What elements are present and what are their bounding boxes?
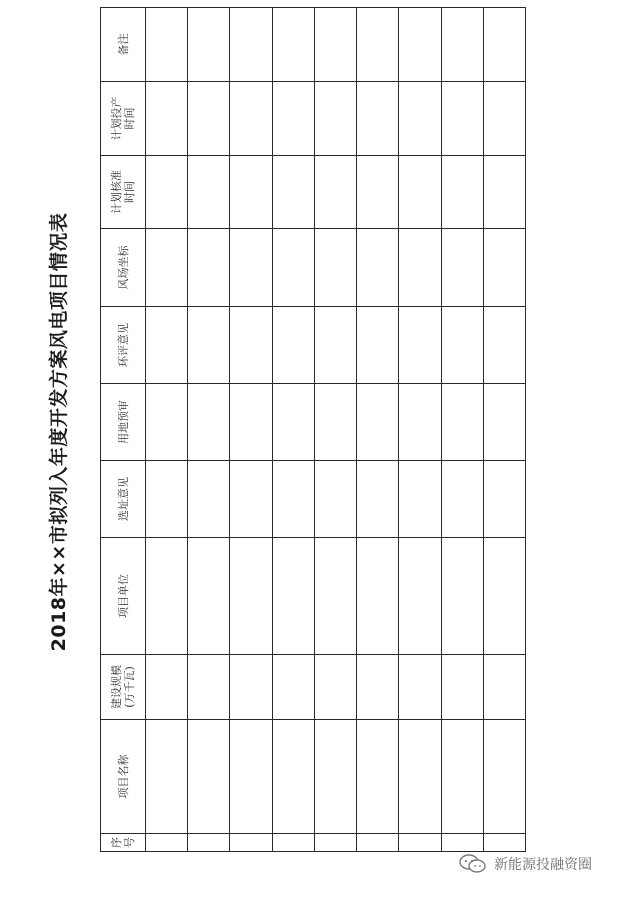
table-cell [146, 229, 188, 307]
table-cell [357, 8, 399, 82]
table-cell [357, 655, 399, 720]
document-title: 2018年××市拟列入年度开发方案风电项目情况表 [48, 212, 70, 652]
table-cell [483, 8, 525, 82]
project-table [100, 7, 526, 852]
header-invest [101, 82, 146, 156]
table-row [399, 8, 441, 852]
table-cell [146, 461, 188, 538]
table-cell [146, 156, 188, 229]
header-approve-line1: 计划核准 [110, 170, 123, 214]
table-cell [483, 461, 525, 538]
table-cell [188, 156, 230, 229]
table-cell [441, 461, 483, 538]
table-cell [272, 156, 314, 229]
table-cell [272, 82, 314, 156]
table-cell [230, 720, 272, 834]
table-cell [399, 720, 441, 834]
table-cell [483, 156, 525, 229]
table-cell [272, 655, 314, 720]
table-cell [146, 8, 188, 82]
table-cell [441, 307, 483, 384]
table-cell [483, 655, 525, 720]
table-cell [146, 82, 188, 156]
table-cell [188, 82, 230, 156]
table-cell [146, 834, 188, 852]
table-cell [146, 538, 188, 655]
table-cell [357, 461, 399, 538]
table-cell [188, 655, 230, 720]
table-cell [399, 384, 441, 461]
table-cell [314, 229, 356, 307]
table-cell [399, 655, 441, 720]
table-cell [441, 8, 483, 82]
table-cell [272, 720, 314, 834]
table-cell [188, 229, 230, 307]
table-cell [188, 538, 230, 655]
table-row [441, 8, 483, 852]
table-cell [357, 229, 399, 307]
table-cell [272, 8, 314, 82]
table-cell [314, 8, 356, 82]
table-cell [399, 229, 441, 307]
table-body [146, 8, 526, 852]
table-cell [230, 229, 272, 307]
table-cell [188, 461, 230, 538]
table-cell [314, 307, 356, 384]
table-cell [399, 8, 441, 82]
table-cell [483, 307, 525, 384]
table-cell [399, 461, 441, 538]
table-cell [188, 384, 230, 461]
header-site: 选址意见 [101, 461, 146, 538]
table-cell [230, 156, 272, 229]
table-cell [314, 655, 356, 720]
header-approve [101, 156, 146, 229]
table-cell [483, 82, 525, 156]
rotated-form [48, 12, 530, 852]
table-cell [146, 720, 188, 834]
table-cell [441, 82, 483, 156]
table-row [272, 8, 314, 852]
table-cell [357, 834, 399, 852]
header-unit: 项目单位 [101, 538, 146, 655]
watermark [458, 852, 592, 876]
table-cell [441, 538, 483, 655]
table-cell [399, 156, 441, 229]
header-invest-line2: 时间 [123, 107, 136, 130]
table-row [146, 8, 188, 852]
table-cell [357, 720, 399, 834]
table-cell [357, 538, 399, 655]
header-seq: 序号 [101, 834, 146, 852]
table-cell [357, 384, 399, 461]
table-cell [188, 720, 230, 834]
table-cell [399, 82, 441, 156]
table-header-row [101, 8, 146, 852]
table-cell [483, 538, 525, 655]
header-scale-line1: 建设规模 [110, 665, 123, 709]
header-scale [101, 655, 146, 720]
header-land: 用地预审 [101, 384, 146, 461]
table-cell [357, 307, 399, 384]
table-cell [272, 384, 314, 461]
table-cell [399, 538, 441, 655]
table-cell [399, 307, 441, 384]
table-cell [188, 834, 230, 852]
wechat-icon [458, 854, 488, 874]
table-cell [314, 384, 356, 461]
table-cell [314, 461, 356, 538]
table-cell [357, 156, 399, 229]
table-cell [230, 834, 272, 852]
table-cell [483, 834, 525, 852]
table-cell [483, 384, 525, 461]
table-cell [441, 834, 483, 852]
table-row [314, 8, 356, 852]
table-cell [272, 538, 314, 655]
header-name: 项目名称 [101, 720, 146, 834]
table-cell [441, 229, 483, 307]
table-cell [314, 538, 356, 655]
table-cell [272, 229, 314, 307]
header-coord: 风场坐标 [101, 229, 146, 307]
header-env: 环评意见 [101, 307, 146, 384]
table-cell [272, 307, 314, 384]
table-row [230, 8, 272, 852]
header-note: 备注 [101, 8, 146, 82]
table-cell [314, 834, 356, 852]
header-invest-line1: 计划投产 [110, 96, 123, 141]
table-cell [230, 655, 272, 720]
table-cell [230, 82, 272, 156]
header-approve-line2: 时间 [123, 181, 136, 203]
table-cell [146, 307, 188, 384]
table-cell [188, 307, 230, 384]
table-cell [441, 156, 483, 229]
table-cell [314, 156, 356, 229]
table-row [357, 8, 399, 852]
table-cell [230, 307, 272, 384]
table-cell [230, 461, 272, 538]
table-row [188, 8, 230, 852]
table-cell [314, 720, 356, 834]
table-cell [441, 384, 483, 461]
table-cell [272, 834, 314, 852]
header-scale-line2: (万千瓦) [123, 666, 136, 708]
table-cell [146, 655, 188, 720]
table-cell [441, 655, 483, 720]
table-cell [188, 8, 230, 82]
table-cell [230, 8, 272, 82]
table-cell [483, 229, 525, 307]
table-cell [441, 720, 483, 834]
table-cell [399, 834, 441, 852]
table-cell [357, 82, 399, 156]
table-cell [146, 384, 188, 461]
table-row [483, 8, 525, 852]
table-cell [230, 538, 272, 655]
table-cell [230, 384, 272, 461]
table-cell [314, 82, 356, 156]
watermark-text: 新能源投融资圈 [494, 857, 592, 873]
table-cell [272, 461, 314, 538]
table-cell [483, 720, 525, 834]
